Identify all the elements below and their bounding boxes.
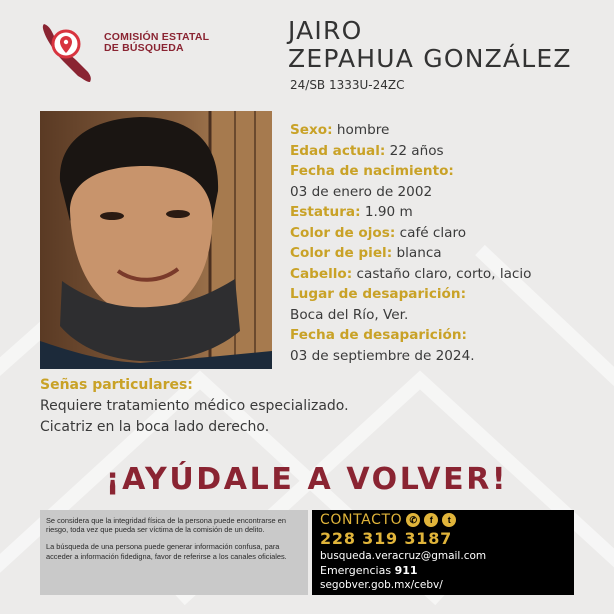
- phone-icon[interactable]: ✆: [406, 513, 420, 527]
- date-label: Fecha de desaparición:: [290, 327, 467, 343]
- emergency-label: Emergencias: [320, 564, 392, 577]
- contact-website[interactable]: segobver.gob.mx/cebv/: [320, 579, 443, 591]
- height-label: Estatura:: [290, 204, 361, 220]
- skin-value: blanca: [396, 245, 442, 261]
- agency-name-line1: COMISIÓN ESTATAL: [104, 31, 210, 43]
- age-label: Edad actual:: [290, 142, 386, 159]
- person-last-names: ZEPAHUA GONZÁLEZ: [288, 44, 572, 73]
- sex-value: hombre: [336, 122, 390, 138]
- place-value: Boca del Río, Ver.: [290, 306, 409, 323]
- marks-line1: Requiere tratamiento médico especializado.: [40, 398, 349, 414]
- call-to-action: ¡AYÚDALE A VOLVER!: [105, 462, 509, 497]
- detail-place: [290, 284, 600, 305]
- contact-phone[interactable]: 228 319 3187: [320, 529, 453, 548]
- eyes-label: Color de ojos:: [290, 224, 396, 241]
- detail-eyes: [290, 223, 600, 244]
- place-label: Lugar de desaparición:: [290, 286, 467, 302]
- dob-value: 03 de enero de 2002: [290, 183, 433, 200]
- detail-hair: [290, 264, 600, 285]
- contact-title: CONTACTO: [320, 512, 403, 528]
- eyes-value: café claro: [399, 224, 467, 241]
- case-folio: 24/SB 1333U-24ZC: [290, 78, 405, 92]
- height-value: 1.90 m: [364, 204, 413, 220]
- contact-header: [320, 512, 574, 528]
- legal-paragraph-1: Se considera que la integridad física de la persona puede encontrarse en riesgo, toda vez que pueda ser víctima de la comisión de un delito.: [46, 516, 286, 535]
- detail-sex: [290, 120, 600, 141]
- contact-email[interactable]: busqueda.veracruz@gmail.com: [320, 550, 487, 562]
- detail-date: [290, 325, 600, 346]
- marks-line2: Cicatriz en la boca lado derecho.: [40, 419, 270, 435]
- hair-value: castaño claro, corto, lacio: [356, 265, 532, 282]
- emergency-number[interactable]: 911: [394, 564, 418, 577]
- veracruz-map-icon: [38, 22, 102, 84]
- age-value: 22 años: [389, 142, 444, 159]
- hair-label: Cabello:: [290, 265, 353, 282]
- person-first-name: JAIRO: [288, 16, 363, 45]
- sex-label: Sexo:: [290, 122, 333, 138]
- person-photo: [40, 111, 272, 369]
- contact-box: [312, 510, 574, 595]
- legal-notice: [40, 510, 308, 595]
- skin-label: Color de piel:: [290, 245, 393, 261]
- person-details: [290, 120, 600, 366]
- legal-paragraph-2: La búsqueda de una persona puede generar información confusa, para acceder a información fidedigna, favor de referirse a los canales oficiales.: [46, 542, 287, 561]
- detail-age: [290, 141, 600, 162]
- detail-skin: [290, 243, 600, 264]
- detail-height: [290, 202, 600, 223]
- emergency-line: [320, 564, 574, 577]
- facebook-icon[interactable]: f: [424, 513, 438, 527]
- dob-label: Fecha de nacimiento:: [290, 163, 454, 179]
- detail-dob: [290, 161, 600, 182]
- date-value: 03 de septiembre de 2024.: [290, 347, 475, 364]
- marks-label: Señas particulares:: [40, 377, 193, 393]
- agency-name: [104, 32, 234, 54]
- twitter-icon[interactable]: t: [442, 513, 456, 527]
- agency-name-line2: DE BÚSQUEDA: [104, 42, 184, 54]
